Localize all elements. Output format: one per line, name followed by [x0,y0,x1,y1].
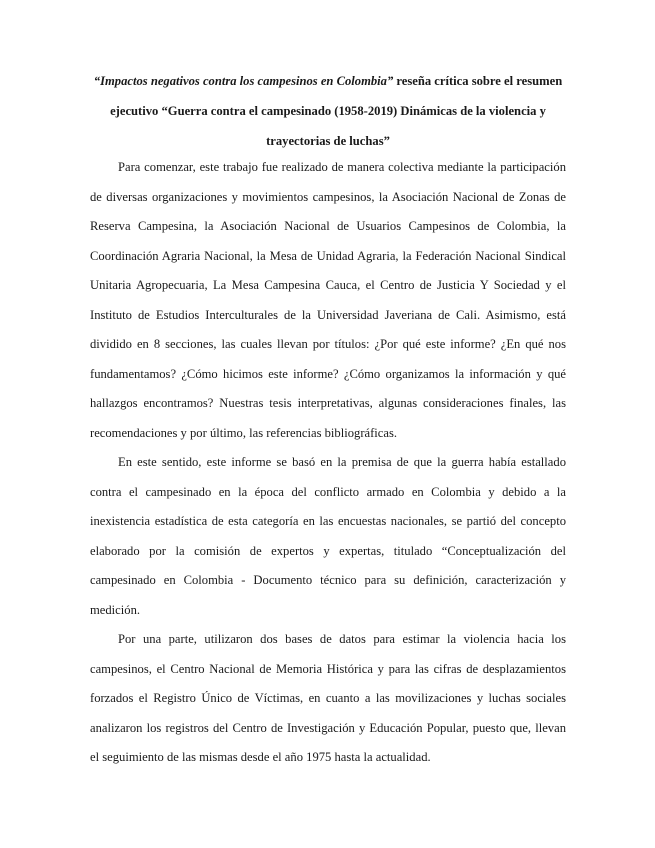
document-body [90,153,566,773]
title-rest: reseña crítica sobre el resumen ejecutivo “Guerra contra el campesinado (1958-2019) Dinámicas de la violencia y trayectorias de luchas” [110,74,563,148]
paragraph-1: Para comenzar, este trabajo fue realizado de manera colectiva mediante la participación de diversas organizaciones y movimientos campesinos, la Asociación Nacional de Zonas de Reserva Campesina, la Asociación Nacional de Usuarios Campesinos de Colombia, la Coordinación Agraria Nacional, la Mesa de Unidad Agraria, la Federación Nacional Sindical Unitaria Agropecuaria, La Mesa Campesina Cauca, el Centro de Justicia Y Sociedad y el Instituto de Estudios Interculturales de la Universidad Javeriana de Cali. Asimismo, está dividido en 8 secciones, las cuales llevan por títulos: ¿Por qué este informe? ¿En qué nos fundamentamos? ¿Cómo hicimos este informe? ¿Cómo organizamos la información y qué hallazgos encontramos? Nuestras tesis interpretativas, algunas consideraciones finales, las recomendaciones y por último, las referencias bibliográficas. [90,160,566,440]
title-italic-part: “Impactos negativos contra los campesinos en Colombia” [93,74,394,88]
paragraph-3: Por una parte, utilizaron dos bases de datos para estimar la violencia hacia los campesinos, el Centro Nacional de Memoria Histórica y para las cifras de desplazamientos forzados el Registro Único de Víctimas, en cuanto a las movilizaciones y luchas sociales analizaron los registros del Centro de Investigación y Educación Popular, puesto que, llevan el seguimiento de las mismas desde el año 1975 hasta la actualidad. [90,632,566,764]
paragraph-2: En este sentido, este informe se basó en la premisa de que la guerra había estallado contra el campesinado en la época del conflicto armado en Colombia y debido a la inexistencia estadística de esta categoría en las encuestas nacionales, se partió del concepto elaborado por la comisión de expertos y expertas, titulado “Conceptualización del campesinado en Colombia - Documento técnico para su definición, caracterización y medición. [90,455,566,617]
document-title [90,66,566,156]
